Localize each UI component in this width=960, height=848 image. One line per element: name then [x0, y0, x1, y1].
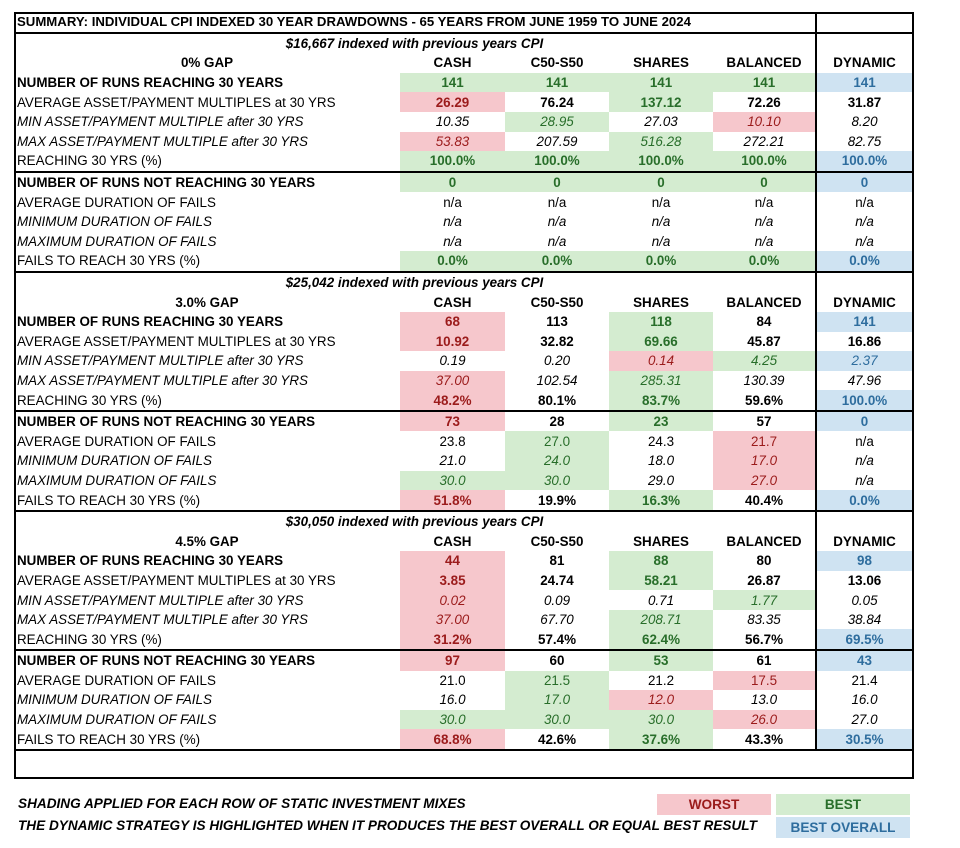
- section-subtitle: $16,667 indexed with previous years CPI: [14, 33, 816, 54]
- row-label: MIN ASSET/PAYMENT MULTIPLE after 30 YRS: [17, 114, 304, 130]
- column-header-cash: CASH: [433, 294, 472, 310]
- value-cell-c50-s50: 24.0: [505, 451, 609, 471]
- column-header-shares: SHARES: [633, 294, 689, 310]
- column-header-c50-s50: C50-S50: [530, 533, 584, 549]
- section-subtitle-row: [14, 33, 912, 54]
- value-cell-cash: 68: [400, 312, 505, 332]
- value-cell-dynamic: 38.84: [816, 610, 912, 630]
- value-cell-shares: 29.0: [647, 472, 675, 488]
- value-cell-balanced: 80: [756, 553, 772, 569]
- value-cell-shares: 516.28: [609, 132, 713, 152]
- table-row: [14, 371, 912, 391]
- section-header-row: [14, 292, 912, 312]
- value-cell-balanced: 43.3%: [713, 729, 816, 750]
- value-cell-c50-s50: 19.9%: [505, 490, 609, 511]
- legend-best-overall-swatch: BEST OVERALL: [776, 817, 910, 838]
- row-label: MINIMUM DURATION OF FAILS: [17, 692, 212, 708]
- value-cell-cash: 48.2%: [400, 390, 505, 411]
- value-cell-shares: 137.12: [609, 92, 713, 112]
- table-row: [14, 151, 912, 172]
- value-cell-shares: n/a: [651, 233, 671, 249]
- value-cell-dynamic: 27.0: [816, 710, 912, 730]
- value-cell-cash: 23.8: [439, 433, 466, 449]
- value-cell-cash: 0: [400, 172, 505, 193]
- legend-line-1: SHADING APPLIED FOR EACH ROW OF STATIC INVESTMENT MIXES: [18, 796, 466, 811]
- value-cell-c50-s50: 76.24: [540, 94, 574, 110]
- section-subtitle: $25,042 indexed with previous years CPI: [14, 272, 816, 293]
- value-cell-shares: 285.31: [609, 371, 713, 391]
- value-cell-dynamic: 0.0%: [816, 251, 912, 272]
- table-row: [14, 212, 912, 232]
- value-cell-shares: 16.3%: [609, 490, 713, 511]
- value-cell-c50-s50: n/a: [547, 233, 567, 249]
- value-cell-balanced: 4.25: [713, 351, 816, 371]
- value-cell-dynamic: 16.86: [816, 332, 912, 352]
- value-cell-shares: 208.71: [609, 610, 713, 630]
- value-cell-dynamic: n/a: [816, 451, 912, 471]
- value-cell-cash: 21.0: [439, 453, 466, 469]
- row-label: MIN ASSET/PAYMENT MULTIPLE after 30 YRS: [17, 592, 304, 608]
- value-cell-balanced: 141: [713, 73, 816, 93]
- value-cell-shares: 0.14: [609, 351, 713, 371]
- value-cell-cash: 26.29: [400, 92, 505, 112]
- value-cell-dynamic: 0: [816, 172, 912, 193]
- value-cell-dynamic: 0.0%: [816, 490, 912, 511]
- value-cell-dynamic: 21.4: [816, 671, 912, 691]
- value-cell-cash: 73: [400, 411, 505, 432]
- table-row: [14, 729, 912, 750]
- column-header-cash: CASH: [433, 533, 472, 549]
- table-row: [14, 551, 912, 571]
- row-label: REACHING 30 YRS (%): [17, 153, 162, 169]
- row-label: MAXIMUM DURATION OF FAILS: [17, 712, 217, 728]
- value-cell-c50-s50: 24.74: [540, 572, 574, 588]
- value-cell-shares: 62.4%: [609, 629, 713, 650]
- table-row: [14, 471, 912, 491]
- value-cell-dynamic: 31.87: [816, 92, 912, 112]
- legend-worst-swatch: WORST: [657, 794, 771, 815]
- value-cell-balanced: 10.10: [713, 112, 816, 132]
- value-cell-cash: 68.8%: [400, 729, 505, 750]
- value-cell-shares: 24.3: [647, 433, 675, 449]
- summary-table-container: [14, 12, 912, 751]
- value-cell-balanced: 57: [713, 411, 816, 432]
- table-row: [14, 710, 912, 730]
- value-cell-balanced: 272.21: [743, 133, 785, 149]
- value-cell-c50-s50: 28.95: [505, 112, 609, 132]
- value-cell-shares: 21.2: [647, 672, 675, 688]
- value-cell-shares: 141: [609, 73, 713, 93]
- value-cell-cash: 10.35: [435, 114, 470, 130]
- value-cell-cash: 30.0: [400, 471, 505, 491]
- value-cell-c50-s50: 17.0: [505, 690, 609, 710]
- value-cell-cash: 30.0: [400, 710, 505, 730]
- value-cell-dynamic: n/a: [816, 431, 912, 451]
- value-cell-shares: 83.7%: [609, 390, 713, 411]
- value-cell-c50-s50: 0.20: [543, 353, 571, 369]
- value-cell-c50-s50: 32.82: [540, 333, 574, 349]
- value-cell-balanced: 0: [713, 172, 816, 193]
- legend: [14, 792, 914, 842]
- value-cell-dynamic: 82.75: [816, 132, 912, 152]
- value-cell-c50-s50: 141: [505, 73, 609, 93]
- value-cell-balanced: 21.7: [713, 431, 816, 451]
- value-cell-cash: 53.83: [400, 132, 505, 152]
- value-cell-c50-s50: 30.0: [505, 471, 609, 491]
- value-cell-cash: 0.0%: [400, 251, 505, 272]
- value-cell-shares: 118: [609, 312, 713, 332]
- value-cell-dynamic: 13.06: [816, 571, 912, 591]
- table-row: [14, 172, 912, 193]
- gap-label: 4.5% GAP: [175, 533, 239, 549]
- title-row: [14, 12, 912, 33]
- value-cell-balanced: 100.0%: [713, 151, 816, 172]
- gap-label: 3.0% GAP: [175, 294, 239, 310]
- section-subtitle-row: [14, 272, 912, 293]
- value-cell-balanced: 13.0: [750, 692, 778, 708]
- value-cell-dynamic: 98: [816, 551, 912, 571]
- section-subtitle-dynamic-cell: [816, 33, 912, 54]
- row-label: FAILS TO REACH 30 YRS (%): [14, 251, 400, 272]
- value-cell-shares: 23: [609, 411, 713, 432]
- gap-label: 0% GAP: [180, 55, 234, 71]
- value-cell-c50-s50: 27.0: [505, 431, 609, 451]
- column-header-shares: SHARES: [633, 533, 689, 549]
- column-header-dynamic: DYNAMIC: [816, 292, 912, 312]
- table-row: [14, 332, 912, 352]
- value-cell-cash: 3.85: [400, 571, 505, 591]
- value-cell-shares: 12.0: [609, 690, 713, 710]
- value-cell-dynamic: 30.5%: [816, 729, 912, 750]
- value-cell-cash: 21.0: [439, 672, 466, 688]
- value-cell-balanced: 56.7%: [745, 631, 783, 647]
- row-label: AVERAGE DURATION OF FAILS: [17, 433, 216, 449]
- value-cell-c50-s50: 21.5: [505, 671, 609, 691]
- table-row: [14, 251, 912, 272]
- table-row: [14, 390, 912, 411]
- value-cell-balanced: 45.87: [747, 333, 781, 349]
- row-label: NUMBER OF RUNS NOT REACHING 30 YEARS: [14, 172, 400, 193]
- value-cell-cash: 97: [400, 650, 505, 671]
- column-header-c50-s50: C50-S50: [530, 294, 584, 310]
- value-cell-balanced: 17.5: [713, 671, 816, 691]
- row-label: AVERAGE ASSET/PAYMENT MULTIPLES at 30 YRS: [17, 94, 336, 110]
- title-dynamic-cell: [816, 12, 912, 33]
- row-label: MAX ASSET/PAYMENT MULTIPLE after 30 YRS: [17, 372, 308, 388]
- table-row: [14, 192, 912, 212]
- value-cell-balanced: 84: [756, 314, 772, 330]
- value-cell-c50-s50: 100.0%: [505, 151, 609, 172]
- table-row: [14, 610, 912, 630]
- value-cell-dynamic: 100.0%: [816, 390, 912, 411]
- value-cell-balanced: 61: [713, 650, 816, 671]
- value-cell-cash: 141: [400, 73, 505, 93]
- row-label: MAX ASSET/PAYMENT MULTIPLE after 30 YRS: [17, 612, 308, 628]
- value-cell-balanced: 83.35: [747, 612, 781, 628]
- value-cell-balanced: 26.87: [747, 572, 781, 588]
- value-cell-balanced: 27.0: [713, 471, 816, 491]
- value-cell-shares: 88: [609, 551, 713, 571]
- row-label: AVERAGE ASSET/PAYMENT MULTIPLES at 30 YRS: [17, 333, 336, 349]
- table-row: [14, 112, 912, 132]
- row-label: NUMBER OF RUNS REACHING 30 YEARS: [17, 75, 284, 91]
- row-label: REACHING 30 YRS (%): [17, 631, 162, 647]
- value-cell-shares: 0: [609, 172, 713, 193]
- value-cell-dynamic: n/a: [816, 192, 912, 212]
- value-cell-c50-s50: n/a: [547, 214, 567, 230]
- value-cell-balanced: 26.0: [713, 710, 816, 730]
- row-label: FAILS TO REACH 30 YRS (%): [14, 729, 400, 750]
- column-header-dynamic: DYNAMIC: [816, 531, 912, 551]
- value-cell-shares: 27.03: [644, 114, 678, 130]
- table-row: [14, 351, 912, 371]
- value-cell-c50-s50: 57.4%: [538, 631, 576, 647]
- value-cell-cash: n/a: [443, 194, 462, 210]
- value-cell-balanced: 130.39: [743, 372, 785, 388]
- value-cell-dynamic: 141: [816, 312, 912, 332]
- value-cell-c50-s50: 207.59: [536, 133, 578, 149]
- table-row: [14, 571, 912, 591]
- value-cell-c50-s50: 0: [505, 172, 609, 193]
- value-cell-balanced: n/a: [754, 214, 774, 230]
- value-cell-cash: 37.00: [400, 371, 505, 391]
- value-cell-cash: n/a: [443, 214, 462, 230]
- column-header-balanced: BALANCED: [726, 294, 802, 310]
- legend-line-2: THE DYNAMIC STRATEGY IS HIGHLIGHTED WHEN IT PRODUCES THE BEST OVERALL OR EQUAL BEST RESULT: [18, 818, 757, 833]
- value-cell-shares: 100.0%: [609, 151, 713, 172]
- table-row: [14, 650, 912, 671]
- section-header-row: [14, 531, 912, 551]
- value-cell-cash: 44: [400, 551, 505, 571]
- column-header-shares: SHARES: [633, 55, 689, 71]
- row-label: NUMBER OF RUNS REACHING 30 YEARS: [17, 553, 284, 569]
- row-label: MAXIMUM DURATION OF FAILS: [17, 472, 217, 488]
- value-cell-c50-s50: 30.0: [505, 710, 609, 730]
- value-cell-balanced: 40.4%: [713, 490, 816, 511]
- value-cell-c50-s50: 42.6%: [505, 729, 609, 750]
- value-cell-c50-s50: 81: [549, 553, 565, 569]
- legend-best-swatch: BEST: [776, 794, 910, 815]
- table-row: [14, 232, 912, 252]
- table-row: [14, 132, 912, 152]
- value-cell-balanced: 0.0%: [713, 251, 816, 272]
- value-cell-c50-s50: n/a: [547, 194, 567, 210]
- section-subtitle-dynamic-cell: [816, 272, 912, 293]
- row-label: MIN ASSET/PAYMENT MULTIPLE after 30 YRS: [17, 353, 304, 369]
- value-cell-balanced: 72.26: [747, 94, 781, 110]
- value-cell-dynamic: n/a: [816, 212, 912, 232]
- value-cell-shares: 0.71: [647, 592, 675, 608]
- value-cell-dynamic: 2.37: [816, 351, 912, 371]
- value-cell-dynamic: 43: [816, 650, 912, 671]
- table-row: [14, 312, 912, 332]
- value-cell-dynamic: 141: [816, 73, 912, 93]
- row-label: AVERAGE ASSET/PAYMENT MULTIPLES at 30 YRS: [17, 572, 336, 588]
- value-cell-dynamic: n/a: [816, 232, 912, 252]
- column-header-cash: CASH: [433, 55, 472, 71]
- row-label: AVERAGE DURATION OF FAILS: [17, 672, 216, 688]
- table-row: [14, 490, 912, 511]
- table-row: [14, 92, 912, 112]
- value-cell-cash: 31.2%: [400, 629, 505, 650]
- value-cell-dynamic: 47.96: [816, 371, 912, 391]
- row-label: NUMBER OF RUNS NOT REACHING 30 YEARS: [14, 411, 400, 432]
- value-cell-c50-s50: 67.70: [540, 612, 574, 628]
- row-label: MINIMUM DURATION OF FAILS: [17, 214, 212, 230]
- table-row: [14, 629, 912, 650]
- value-cell-cash: 51.8%: [400, 490, 505, 511]
- summary-table: [14, 12, 912, 751]
- section-subtitle-row: [14, 511, 912, 532]
- column-header-balanced: BALANCED: [726, 533, 802, 549]
- value-cell-cash: n/a: [443, 233, 462, 249]
- value-cell-shares: 53: [609, 650, 713, 671]
- value-cell-c50-s50: 113: [546, 314, 568, 330]
- value-cell-cash: 10.92: [400, 332, 505, 352]
- value-cell-cash: 37.00: [400, 610, 505, 630]
- value-cell-shares: n/a: [651, 214, 671, 230]
- value-cell-shares: 30.0: [609, 710, 713, 730]
- value-cell-shares: 69.66: [609, 332, 713, 352]
- value-cell-c50-s50: 60: [505, 650, 609, 671]
- value-cell-cash: 100.0%: [400, 151, 505, 172]
- column-header-c50-s50: C50-S50: [530, 55, 584, 71]
- column-header-balanced: BALANCED: [726, 55, 802, 71]
- value-cell-balanced: n/a: [754, 194, 774, 210]
- section-header-row: [14, 53, 912, 73]
- table-row: [14, 73, 912, 93]
- value-cell-dynamic: 8.20: [816, 112, 912, 132]
- value-cell-c50-s50: 102.54: [536, 372, 578, 388]
- value-cell-c50-s50: 80.1%: [538, 392, 576, 408]
- value-cell-dynamic: 69.5%: [816, 629, 912, 650]
- value-cell-balanced: 17.0: [713, 451, 816, 471]
- value-cell-shares: 0.0%: [609, 251, 713, 272]
- value-cell-dynamic: 100.0%: [816, 151, 912, 172]
- table-title: SUMMARY: INDIVIDUAL CPI INDEXED 30 YEAR DRAWDOWNS - 65 YEARS FROM JUNE 1959 TO JUNE 2024: [14, 12, 816, 33]
- row-label: MAXIMUM DURATION OF FAILS: [17, 233, 217, 249]
- value-cell-balanced: 59.6%: [745, 392, 783, 408]
- value-cell-cash: 0.02: [400, 590, 505, 610]
- table-row: [14, 690, 912, 710]
- value-cell-shares: 18.0: [647, 453, 675, 469]
- section-subtitle: $30,050 indexed with previous years CPI: [14, 511, 816, 532]
- column-header-dynamic: DYNAMIC: [816, 53, 912, 73]
- value-cell-dynamic: 0: [816, 411, 912, 432]
- row-label: MINIMUM DURATION OF FAILS: [17, 453, 212, 469]
- value-cell-shares: 37.6%: [609, 729, 713, 750]
- row-label: FAILS TO REACH 30 YRS (%): [14, 490, 400, 511]
- table-row: [14, 431, 912, 451]
- value-cell-cash: 16.0: [439, 692, 466, 708]
- value-cell-cash: 0.19: [439, 353, 466, 369]
- value-cell-balanced: n/a: [754, 233, 774, 249]
- row-label: AVERAGE DURATION OF FAILS: [17, 194, 216, 210]
- value-cell-c50-s50: 28: [505, 411, 609, 432]
- row-label: MAX ASSET/PAYMENT MULTIPLE after 30 YRS: [17, 133, 308, 149]
- value-cell-c50-s50: 0.09: [543, 592, 571, 608]
- row-label: NUMBER OF RUNS NOT REACHING 30 YEARS: [14, 650, 400, 671]
- table-row: [14, 590, 912, 610]
- section-subtitle-dynamic-cell: [816, 511, 912, 532]
- table-row: [14, 451, 912, 471]
- value-cell-shares: n/a: [651, 194, 671, 210]
- table-row: [14, 411, 912, 432]
- value-cell-dynamic: 0.05: [816, 590, 912, 610]
- value-cell-dynamic: 16.0: [816, 690, 912, 710]
- value-cell-c50-s50: 0.0%: [505, 251, 609, 272]
- value-cell-shares: 58.21: [609, 571, 713, 591]
- row-label: NUMBER OF RUNS REACHING 30 YEARS: [17, 314, 284, 330]
- value-cell-dynamic: n/a: [816, 471, 912, 491]
- row-label: REACHING 30 YRS (%): [17, 392, 162, 408]
- value-cell-balanced: 1.77: [713, 590, 816, 610]
- table-row: [14, 671, 912, 691]
